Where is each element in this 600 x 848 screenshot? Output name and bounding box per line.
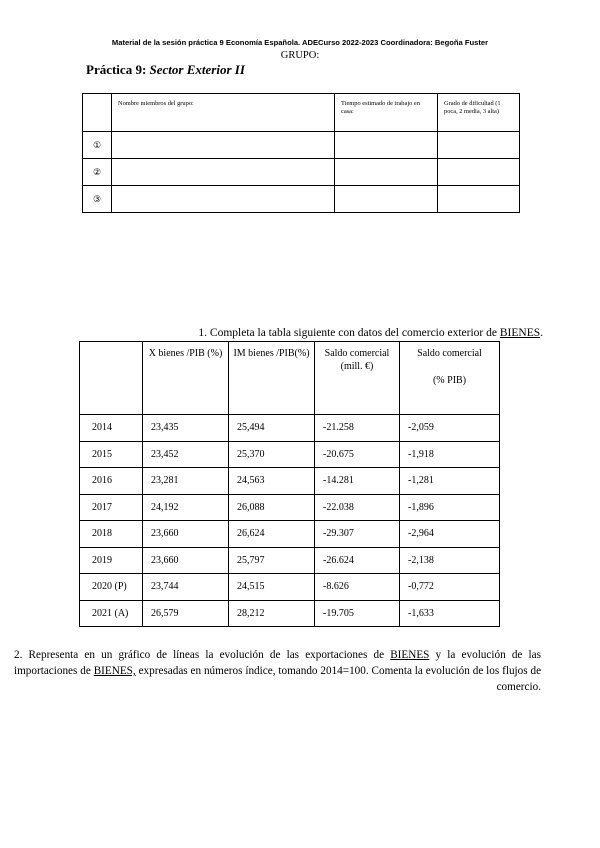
member-row: [83, 132, 520, 159]
exports-header: X bienes /PIB (%): [143, 342, 229, 415]
table-row: [80, 521, 500, 548]
member-difficulty-cell[interactable]: [438, 132, 520, 159]
balance-pct-cell: -1,918: [400, 441, 500, 468]
balance-pct-cell: -1,633: [400, 600, 500, 627]
year-cell: 2018: [80, 521, 143, 548]
balance-pct-cell: -1,281: [400, 468, 500, 495]
balance-pct-cell: -0,772: [400, 574, 500, 601]
member-difficulty-cell[interactable]: [438, 159, 520, 186]
table-row: [80, 574, 500, 601]
imports-cell: 25,370: [229, 441, 315, 468]
exports-cell: 23,452: [143, 441, 229, 468]
group-table-header-row: [83, 94, 520, 132]
question-2: [14, 647, 541, 695]
exports-cell: 23,435: [143, 415, 229, 442]
question-2-bienes-1: BIENES: [390, 649, 430, 661]
year-cell: 2017: [80, 494, 143, 521]
question-1-text: 1. Completa la tabla siguiente con datos del comercio exterior de: [198, 327, 497, 339]
question-2-part2: y la evolución de las importaciones de: [14, 649, 541, 677]
difficulty-header: Grado de dificultad (1 poca, 2 media, 3 alta): [438, 94, 520, 132]
group-members-table: [82, 93, 520, 213]
table-row: [80, 415, 500, 442]
member-number: ②: [83, 159, 112, 186]
balance-mill-cell: -19.705: [315, 600, 400, 627]
table-row: [80, 547, 500, 574]
question-1: [0, 327, 543, 339]
year-cell: 2015: [80, 441, 143, 468]
balance-mill-cell: -22.038: [315, 494, 400, 521]
balance-mill-cell: -21.258: [315, 415, 400, 442]
member-row: [83, 186, 520, 213]
title-subtitle: Sector Exterior II: [149, 62, 245, 77]
balance-mill-header: Saldo comercial (mill. €): [315, 342, 400, 415]
balance-mill-cell: -29.307: [315, 521, 400, 548]
grupo-label: GRUPO:: [280, 50, 320, 61]
exports-cell: 26,579: [143, 600, 229, 627]
year-cell: 2020 (P): [80, 574, 143, 601]
balance-mill-cell: -26.624: [315, 547, 400, 574]
member-number: ①: [83, 132, 112, 159]
year-cell: 2021 (A): [80, 600, 143, 627]
year-cell: 2016: [80, 468, 143, 495]
member-number: ③: [83, 186, 112, 213]
balance-pct-cell: -1,896: [400, 494, 500, 521]
title-prefix: Práctica 9:: [86, 62, 147, 77]
table-row: [80, 468, 500, 495]
member-row: [83, 159, 520, 186]
balance-mill-cell: -8.626: [315, 574, 400, 601]
imports-cell: 25,494: [229, 415, 315, 442]
page-title: [86, 62, 245, 78]
imports-cell: 28,212: [229, 600, 315, 627]
balance-pct-header-line1: Saldo comercial: [417, 348, 482, 359]
balance-pct-header: [400, 342, 500, 415]
member-time-cell[interactable]: [335, 159, 438, 186]
exports-cell: 24,192: [143, 494, 229, 521]
imports-header: IM bienes /PIB(%): [229, 342, 315, 415]
imports-cell: 26,624: [229, 521, 315, 548]
document-header: Material de la sesión práctica 9 Economía Española. ADECurso 2022-2023 Coordinadora: Begoña Fuster: [111, 38, 489, 47]
question-1-end: .: [540, 327, 543, 339]
member-time-cell[interactable]: [335, 132, 438, 159]
question-2-bienes-2: BIENES,: [93, 665, 136, 677]
balance-pct-header-line2: (% PIB): [432, 374, 467, 386]
members-header: Nombre miembros del grupo:: [112, 94, 335, 132]
year-header-cell: [80, 342, 143, 415]
question-2-part3: expresadas en números índice, tomando 2014=100. Comenta la evolución de los flujos de comercio.: [138, 665, 542, 693]
exports-cell: 23,281: [143, 468, 229, 495]
table-row: [80, 600, 500, 627]
time-header: Tiempo estimado de trabajo en casa:: [335, 94, 438, 132]
member-name-cell[interactable]: [112, 186, 335, 213]
exports-cell: 23,660: [143, 547, 229, 574]
balance-pct-cell: -2,138: [400, 547, 500, 574]
balance-mill-cell: -20.675: [315, 441, 400, 468]
member-name-cell[interactable]: [112, 159, 335, 186]
imports-cell: 25,797: [229, 547, 315, 574]
exports-cell: 23,744: [143, 574, 229, 601]
member-difficulty-cell[interactable]: [438, 186, 520, 213]
year-cell: 2014: [80, 415, 143, 442]
trade-table-header-row: [80, 342, 500, 415]
member-time-cell[interactable]: [335, 186, 438, 213]
exports-cell: 23,660: [143, 521, 229, 548]
balance-pct-cell: -2,059: [400, 415, 500, 442]
table-row: [80, 441, 500, 468]
imports-cell: 24,515: [229, 574, 315, 601]
question-2-part1: 2. Representa en un gráfico de líneas la evolución de las exportaciones de: [14, 649, 385, 661]
year-cell: 2019: [80, 547, 143, 574]
imports-cell: 24,563: [229, 468, 315, 495]
table-row: [80, 494, 500, 521]
balance-mill-cell: -14.281: [315, 468, 400, 495]
balance-pct-cell: -2,964: [400, 521, 500, 548]
question-1-highlight: BIENES: [499, 327, 541, 339]
member-name-cell[interactable]: [112, 132, 335, 159]
imports-cell: 26,088: [229, 494, 315, 521]
trade-data-table: [79, 341, 500, 627]
group-table-corner-cell: [83, 94, 112, 132]
